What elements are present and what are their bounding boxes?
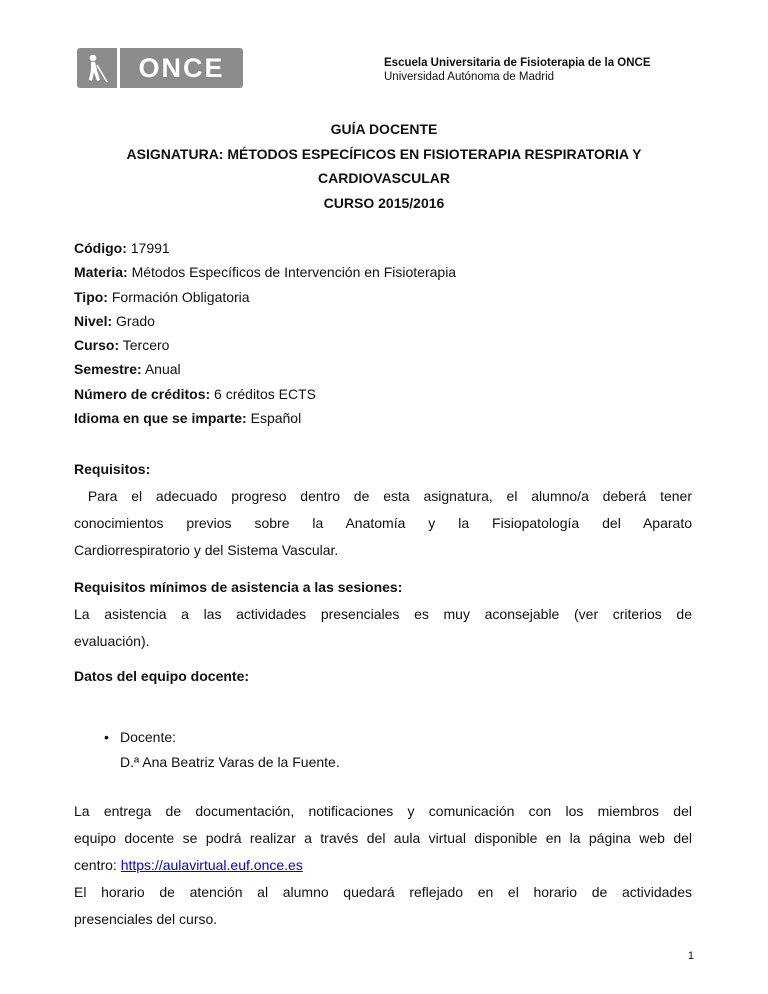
equipo-section xyxy=(74,663,692,690)
document-title xyxy=(80,117,688,215)
field-value: Anual xyxy=(144,361,181,378)
field-label: Materia: xyxy=(74,264,128,281)
field-value: 17991 xyxy=(130,240,170,256)
field-value: Métodos Específicos de Intervención en Fisioterapia xyxy=(131,264,457,281)
asistencia-line: La asistencia a las actividades presenciales es muy aconsejable (ver criterios de xyxy=(74,606,692,622)
field-row xyxy=(74,260,456,284)
requisitos-line: Cardiorrespiratorio y del Sistema Vascular. xyxy=(74,542,339,558)
requisitos-heading: Requisitos: xyxy=(74,461,151,477)
title-asignatura: ASIGNATURA: MÉTODOS ESPECÍFICOS EN FISIOTERAPIA RESPIRATORIA Y xyxy=(126,145,642,162)
field-label: Semestre: xyxy=(74,361,142,378)
documentacion-line xyxy=(74,852,692,879)
documentacion-line: El horario de atención al alumno quedará reflejado en el horario de actividades xyxy=(74,884,692,900)
requisitos-line: conocimientos previos sobre la Anatomía y la Fisiopatología del Aparato xyxy=(74,515,692,531)
equipo-heading: Datos del equipo docente: xyxy=(74,668,250,684)
field-value: Formación Obligatoria xyxy=(111,288,250,305)
field-row xyxy=(74,382,456,406)
title-curso: CURSO 2015/2016 xyxy=(323,194,445,211)
documentacion-section xyxy=(74,798,692,933)
course-fields xyxy=(74,236,456,430)
documentacion-line: La entrega de documentación, notificaciones y comunicación con los miembros del xyxy=(74,803,692,819)
field-row xyxy=(74,406,456,430)
centro-label: centro: xyxy=(74,857,121,873)
documentacion-line: equipo docente se podrá realizar a través del aula virtual disponible en la página web del xyxy=(74,830,692,846)
documentacion-line: presenciales del curso. xyxy=(74,911,218,927)
asistencia-section xyxy=(74,574,692,655)
field-label: Idioma en que se imparte: xyxy=(74,410,247,427)
title-guia: GUÍA DOCENTE xyxy=(330,121,438,137)
asistencia-line: evaluación). xyxy=(74,633,150,649)
requisitos-section xyxy=(74,456,692,564)
field-label: Número de créditos: xyxy=(74,385,211,402)
page-number: 1 xyxy=(687,950,694,962)
field-value: 6 créditos ECTS xyxy=(214,385,316,402)
school-name: Escuela Universitaria de Fisioterapia de la ONCE xyxy=(384,57,651,69)
field-row xyxy=(74,357,456,381)
once-logo xyxy=(77,48,243,88)
field-row xyxy=(74,333,456,357)
docente-name: D.ª Ana Beatriz Varas de la Fuente. xyxy=(120,754,340,770)
field-value: Español xyxy=(250,410,302,427)
university-name: Universidad Autónoma de Madrid xyxy=(384,71,555,83)
asistencia-heading: Requisitos mínimos de asistencia a las sesiones: xyxy=(74,579,403,595)
field-row xyxy=(74,309,456,333)
field-value: Grado xyxy=(116,312,155,329)
requisitos-line: Para el adecuado progreso dentro de esta asignatura, el alumno/a deberá tener xyxy=(74,488,692,504)
blind-person-icon xyxy=(77,48,117,88)
logo-text: ONCE xyxy=(120,48,243,88)
bullet-dot-icon: • xyxy=(104,729,109,745)
docente-bullet xyxy=(104,725,340,775)
field-row xyxy=(74,236,456,260)
field-label: Código: xyxy=(74,240,127,256)
aula-virtual-link[interactable]: https://aulavirtual.euf.once.es xyxy=(120,857,303,873)
field-row xyxy=(74,285,456,309)
field-label: Curso: xyxy=(74,337,120,354)
title-asignatura-cont: CARDIOVASCULAR xyxy=(318,170,450,186)
school-info xyxy=(384,56,651,84)
field-label: Tipo: xyxy=(74,288,108,305)
field-value: Tercero xyxy=(122,337,170,354)
field-label: Nivel: xyxy=(74,312,113,329)
docente-label: Docente: xyxy=(120,729,177,745)
